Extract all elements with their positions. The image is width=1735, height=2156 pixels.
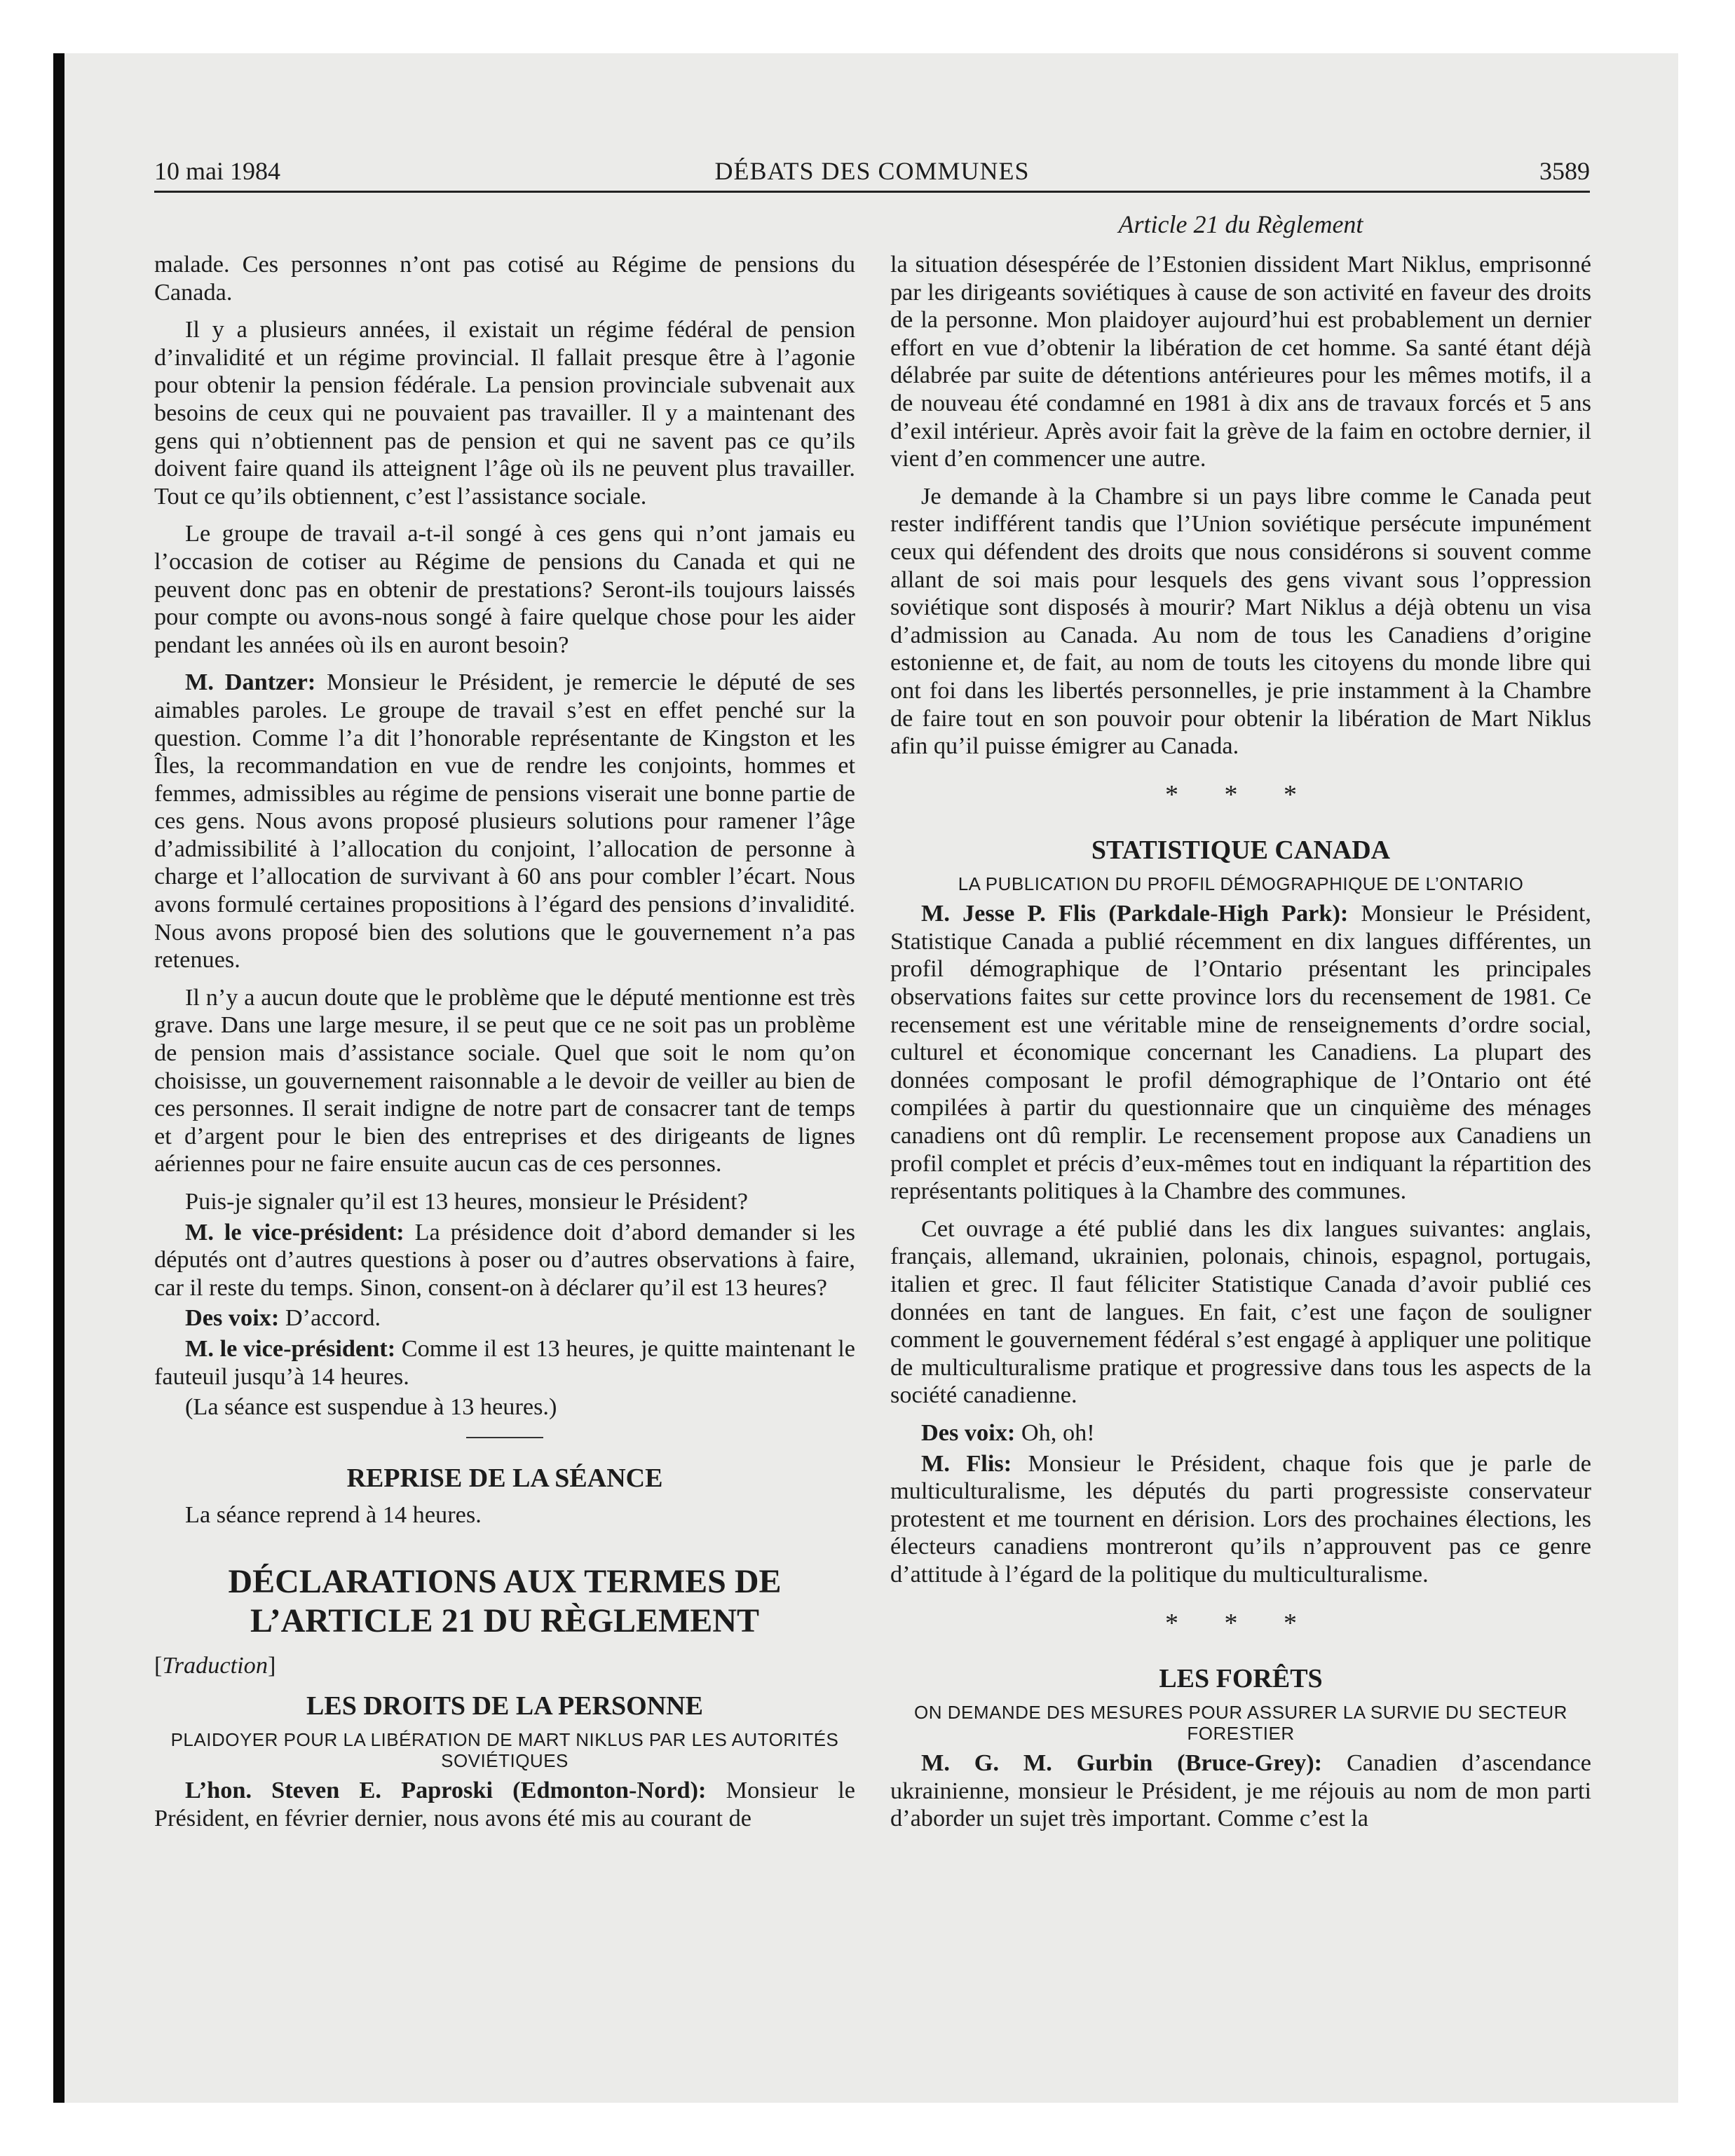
paragraph <box>154 1335 855 1391</box>
paragraph <box>890 1419 1591 1447</box>
paragraph <box>890 1450 1591 1589</box>
speech-text: Monsieur le Président, Statistique Canada a publié récemment en dix langues différentes, un profil démographique de l’Ontario présentant les principales observations faites sur cette province lors du recensement de 1981. Ce recensement est une véritable mine de renseignements d’ordre social, culturel et économique concernant les Canadiens. La plupart des données composant le profil démographique de l’Ontario ont été compilées à partir du questionnaire que un cinquième des ménages canadiens ont dû remplir. Le recensement propose aux Canadiens un profil complet et précis d’eux-mêmes tout en indiquant la répartition des représentants politiques à la Chambre des communes. <box>890 900 1591 1205</box>
paragraph <box>890 1749 1591 1833</box>
forets-heading: LES FORÊTS <box>1159 1664 1323 1694</box>
paragraph: malade. Ces personnes n’ont pas cotisé au Régime de pensions du Canada. <box>154 251 855 306</box>
speech-text: La présidence doit d’abord demander si les députés ont d’autres questions à poser ou d’autres observations à faire, car il reste du temps. Sinon, consent-on à déclarer qu’il est 13 heures? <box>154 1218 856 1301</box>
paragraph: Cet ouvrage a été publié dans les dix langues suivantes: anglais, français, allemand, ukrainien, polonais, chinois, espagnol, portugais, italien et grec. Il faut féliciter Statistique Canada d’avoir publié ces données en tant de langues. En fait, c’est une façon de souligner comment le gouvernement fédéral s’est engagé à appliquer une politique de multiculturalisme pratique et progressive dans tous les aspects de la société canadienne. <box>890 1215 1591 1409</box>
left-column <box>154 251 855 1842</box>
speaker-name: L’hon. Steven E. Paproski (Edmonton-Nord): <box>185 1776 707 1803</box>
paragraph: Je demande à la Chambre si un pays libre comme le Canada peut rester indifférent tandis que l’Union soviétique persécute impunément ceux qui défendent des droits que nous considérons si souvent comme allant de soi mais pour lesquels des gens vivant sous l’oppression soviétique sont disposés à mourir? Mart Niklus a déjà obtenu un visa d’admission au Canada. Au nom de tous les Canadiens d’origine estonienne et, de fait, au nom de touts les citoyens du monde libre qui ont foi dans les libertés personnelles, je prie instamment à la Chambre de faire tout en son pouvoir pour obtenir la libération de Mart Niklus afin qu’il puisse émigrer au Canada. <box>890 482 1591 760</box>
paragraph <box>154 1777 855 1832</box>
header-title: DÉBATS DES COMMUNES <box>714 157 1030 185</box>
paragraph <box>154 669 855 974</box>
paragraph <box>154 1304 855 1332</box>
speech-text: D’accord. <box>279 1304 381 1332</box>
paragraph: Il y a plusieurs années, il existait un régime fédéral de pension d’invalidité et un régime provincial. Il fallait presque être à l’agonie pour obtenir la pension fédérale. La pension provinciale subvenait aux besoins de ceux qui ne pouvaient pas travailler. Il y a maintenant des gens qui n’obtiennent pas de pension et qui ne savent pas ce qu’ils doivent faire quand ils atteignent l’âge où ils ne peuvent plus travailler. Tout ce qu’ils obtiennent, c’est l’assistance sociale. <box>154 316 855 510</box>
paragraph: Puis-je signaler qu’il est 13 heures, monsieur le Président? <box>185 1188 748 1215</box>
reprise-heading: REPRISE DE LA SÉANCE <box>346 1463 663 1493</box>
scan-edge-shadow <box>53 53 64 2103</box>
speech-text: Comme il est 13 heures, je quitte maintenant le fauteuil jusqu’à 14 heures. <box>154 1335 856 1390</box>
traduction-note: [Traduction] <box>154 1652 276 1679</box>
rights-subheading: PLAIDOYER POUR LA LIBÉRATION DE MART NIKLUS PAR LES AUTORITÉS SOVIÉTIQUES <box>170 1728 839 1771</box>
section-divider <box>466 1437 543 1438</box>
speech-text: Monsieur le Président, je remercie le député de ses aimables paroles. Le groupe de travail s’est en effet penché sur la question. Comme l’a dit l’honorable représentante de Kingston et les Îles, la recommandation en vue de rendre les conjoints, hommes et femmes, admissibles au régime de pensions viserait une bonne partie de ces gens. Nous avons proposé plusieurs solutions pour ramener l’âge d’admissibilité à l’allocation du conjoint, l’allocation de personne à charge et l’allocation de survivant à 60 ans pour combler l’écart. Nous avons formulé certaines propositions à l’égard des pensions d’invalidité. Nous avons proposé bien des solutions que le gouvernement n’a pas retenues. <box>154 669 855 974</box>
paragraph: la situation désespérée de l’Estonien dissident Mart Niklus, emprisonné par les dirigeants soviétiques à cause de son activité en faveur des droits de la personne. Mon plaidoyer aujourd’hui est probablement un dernier effort en vue d’obtenir la libération de cet homme. Sa santé étant déjà délabrée par suite de détentions antérieures pour les mêmes motifs, il a de nouveau été condamné en 1981 à dix ans de travaux forcés et 5 ans d’exil intérieur. Après avoir fait la grève de la faim en octobre dernier, il vient d’en commencer une autre. <box>890 251 1591 472</box>
declarations-heading: DÉCLARATIONS AUX TERMES DE L’ARTICLE 21 DU RÈGLEMENT <box>228 1563 782 1640</box>
paragraph: Il n’y a aucun doute que le problème que le député mentionne est très grave. Dans une large mesure, il se peut que ce ne soit pas un problème de pension mais d’assistance sociale. Quel que soit le nom qu’on choisisse, un gouvernement raisonnable a le devoir de veiller au bien de ces personnes. Il serait indigne de notre part de consacrer tant de temps et d’argent pour le bien des entreprises et des dirigeants de lignes aériennes pour ne faire ensuite aucun cas de ces personnes. <box>154 983 855 1178</box>
speech-text: Canadien d’ascendance ukrainienne, monsieur le Président, je me réjouis au nom de mon parti d’aborder un sujet très important. Comme c’est la <box>890 1749 1591 1832</box>
rights-heading: LES DROITS DE LA PERSONNE <box>306 1691 703 1721</box>
paragraph <box>154 1219 855 1302</box>
speech-text: Monsieur le Président, chaque fois que je parle de multiculturalisme, les députés du parti progressiste conservateur protestent et me tournent en dérision. Lors des prochaines élections, les électeurs canadiens montreront qu’ils n’approuvent pas ce genre d’attitude à l’égard de la politique du multiculturalisme. <box>890 1449 1592 1588</box>
section-running-head: Article 21 du Règlement <box>1118 210 1363 238</box>
speaker-name: M. Flis: <box>921 1449 1012 1477</box>
section-separator-stars: * * * <box>1165 779 1316 810</box>
speaker-name: Des voix: <box>185 1304 280 1332</box>
statcan-subheading: LA PUBLICATION DU PROFIL DÉMOGRAPHIQUE DE L’ONTARIO <box>958 873 1524 895</box>
paragraph <box>890 900 1591 1206</box>
speech-text: Monsieur le Président, en février dernier, nous avons été mis au courant de <box>154 1776 855 1831</box>
paragraph: Le groupe de travail a-t-il songé à ces gens qui n’ont jamais eu l’occasion de cotiser au Régime de pensions du Canada et qui ne peuvent donc pas en obtenir de prestations? Seront-ils toujours laissés pour compte ou avons-nous songé à faire quelque chose pour les aider pendant les années où ils en auront besoin? <box>154 520 855 658</box>
speaker-name: M. le vice-président: <box>185 1218 404 1246</box>
speaker-name: M. Jesse P. Flis (Parkdale-High Park): <box>921 900 1349 927</box>
speaker-name: M. Dantzer: <box>185 669 316 696</box>
header-rule <box>154 191 1590 193</box>
speech-text: Oh, oh! <box>1015 1419 1095 1446</box>
statcan-heading: STATISTIQUE CANADA <box>1091 835 1391 866</box>
speaker-name: M. G. M. Gurbin (Bruce-Grey): <box>921 1749 1323 1777</box>
header-date: 10 mai 1984 <box>154 157 280 185</box>
paragraph: (La séance est suspendue à 13 heures.) <box>185 1393 557 1421</box>
paragraph: La séance reprend à 14 heures. <box>185 1501 482 1528</box>
right-column <box>890 251 1591 1843</box>
speaker-name: M. le vice-président: <box>185 1335 396 1362</box>
header-page-number: 3589 <box>1539 157 1590 185</box>
forets-subheading: ON DEMANDE DES MESURES POUR ASSURER LA SURVIE DU SECTEUR FORESTIER <box>914 1702 1567 1745</box>
speaker-name: Des voix: <box>921 1419 1016 1446</box>
section-separator-stars: * * * <box>1165 1608 1316 1638</box>
